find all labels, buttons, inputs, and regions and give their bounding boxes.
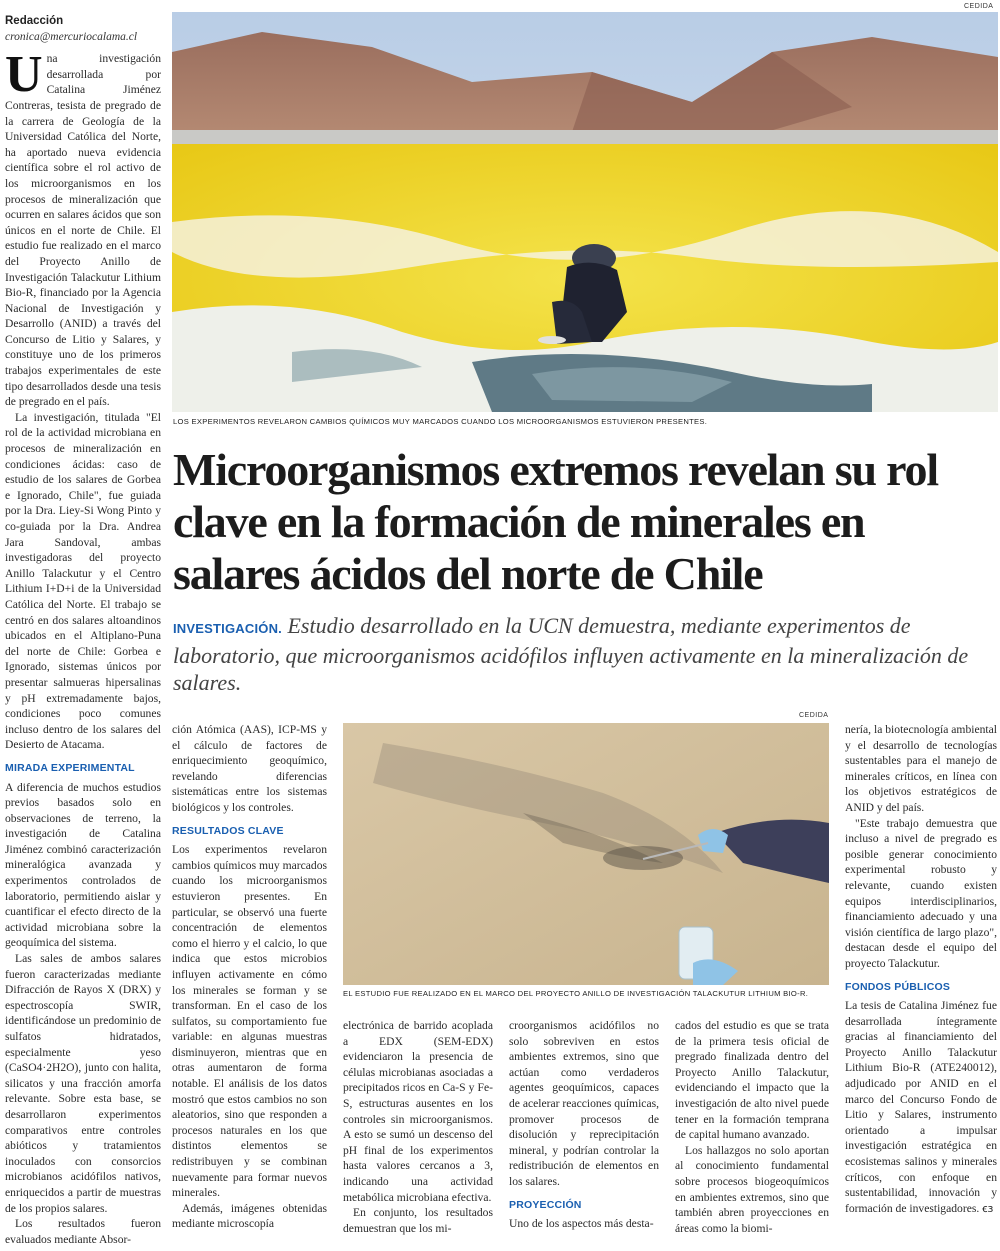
paragraph: croorganismos acidófilos no solo sobreviven en estos ambientes extremos, sino que actúan como verdaderos agentes geoquímicos, capaces de acelerar reacciones químicas, promover procesos de disolución y reprecipitación mineral, y podrían controlar la redistribución de elementos en los salares. [509, 1019, 659, 1188]
subheading-resultados: RESULTADOS CLAVE [172, 824, 284, 837]
paragraph: "Este trabajo demuestra que incluso a nivel de pregrado es posible generar conocimiento experimental robusto y relevante, cuando existen equipos interdisciplinarios, financiamiento adecuado y una visión científica de largo plazo", destacan desde el equipo del proyecto Talackutur. [845, 816, 997, 970]
deck-tag: INVESTIGACIÓN. [173, 621, 282, 636]
lead-paragraph: Una investigación desarrollada por Catalina Jiménez Contreras, tesista de pregrado de la carrera de Geología de la Universidad Católica del Norte, ha aportado nueva evidencia científica sobre el rol activo de los microorganismos en los procesos de mineralización que ocurren en salares ácidos que son únicos en el norte de Chile. El estudio fue realizado en el marco del Proyecto Anillo de Investigación Talackutur Lithium Bio-R, financiado por la Agencia Nacional de Investigación y Desarrollo (ANID) a través del Concurso de Litio y Salares, y constituye uno de los primeros trabajos experimentales de este tipo desarrollados desde una tesis de pregrado en el país. [5, 46, 161, 409]
end-mark-icon: ꞓз [982, 1201, 994, 1215]
article-deck [173, 612, 998, 696]
paragraph: electrónica de barrido acoplada a EDX (SEM-EDX) evidenciaron la presencia de células microbianas asociadas a precipitados ricos en Ca-S y Fe-S, estructuras ausentes en los controles sin microorganismos. A esto se sumó un descenso del pH final de los experimentos hasta valores cercanos a 3, indicando una actividad metabólica microbiana efectiva. [343, 1019, 493, 1204]
salar-image [172, 12, 998, 412]
article-headline: Microorganismos extremos revelan su rol clave en la formación de minerales en salares ácidos del norte de Chile [173, 444, 938, 599]
paragraph: Los hallazgos no solo aportan al conocimiento fundamental sobre procesos biogeoquímicos en ambientes extremos, sino que también abren proyecciones en áreas como la biomi- [675, 1143, 829, 1235]
photo-muestreo [343, 723, 829, 985]
photo1-caption: LOS EXPERIMENTOS REVELARON CAMBIOS QUÍMICOS MUY MARCADOS CUANDO LOS MICROORGANISMOS ESTUVIERON PRESENTES. [173, 417, 708, 426]
paragraph: Además, imágenes obtenidas mediante microscopía [172, 1201, 327, 1231]
column-5 [675, 1018, 829, 1246]
column-2 [172, 722, 327, 1246]
column-6 [845, 722, 997, 1246]
paragraph: Las sales de ambos salares fueron caracterizadas mediante Difracción de Rayos X (DRX) y espectroscopía SWIR, identificándose un predominio de sulfatos hidratados, especialmente yeso (CaSO4·2H2O), junto con halita, silicatos y una fracción amorfa relevante. Sobre esta base, se desarrollaron experimentos comparativos entre controles abióticos y tratamientos inoculados con consorcios microbianos acidófilos nativos, enriquecidos a partir de muestras de los propios salares. [5, 952, 161, 1215]
byline-name: Redacción [5, 15, 64, 27]
subheading-mirada: MIRADA EXPERIMENTAL [5, 761, 135, 774]
deck-text: Estudio desarrollado en la UCN demuestra, mediante experimentos de laboratorio, que microorganismos acidófilos influyen activamente en la mineralización de salares. [173, 613, 969, 695]
paragraph: Los experimentos revelaron cambios químicos muy marcados cuando los microorganismos estuvieron presentes. En particular, se observó una fuerte concentración de elementos como el hierro y el calcio, lo que indica que estos microbios influyen activamente en cómo los minerales se forman y se transforman. En el caso de los sulfatos, su comportamiento fue variable: en algunas muestras disminuyeron, mientras que en otras aumentaron de forma notable. El análisis de los datos mostró que estos cambios no son aleatorios, sino que responden a procesos naturales en los que distintos elementos se redistribuyen y se combinan nuevamente para formar nuevos minerales. [172, 843, 327, 1200]
photo2-credit: CEDIDA [799, 712, 829, 719]
column-3 [343, 1018, 493, 1246]
byline-email[interactable]: cronica@mercuriocalama.cl [5, 30, 138, 43]
photo1-credit: CEDIDA [964, 3, 994, 10]
drop-cap: U [5, 46, 43, 104]
subheading-proyeccion: PROYECCIÓN [509, 1198, 582, 1211]
column-4 [509, 1018, 659, 1246]
subheading-fondos: FONDOS PÚBLICOS [845, 980, 951, 993]
paragraph: cados del estudio es que se trata de la primera tesis oficial de pregrado finalizada dentro del Proyecto Anillo Talackutur, evidenciando el impacto que la investigación de alto nivel puede tener en la formación temprana de capital humano avanzado. [675, 1019, 829, 1142]
paragraph: ción Atómica (AAS), ICP-MS y el cálculo de factores de enriquecimiento geoquímico, revelando diferencias sistemáticas entre los sistemas biológicos y los controles. [172, 723, 327, 814]
photo-salar [172, 12, 998, 412]
paragraph: nería, la biotecnología ambiental y el desarrollo de tecnologías sustentables para el manejo de minerales críticos, en línea con los objetivos estratégicos de ANID y del país. [845, 723, 997, 814]
column-1 [5, 14, 161, 1244]
paragraph: La tesis de Catalina Jiménez fue desarrollada íntegramente gracias al financiamiento del Proyecto Anillo Talackutur Lithium Bio-R (ATE240012), adjudicado por ANID en el marco del Concurso Fondo de Litio y Salares, instrumento orientado a impulsar investigación estratégica en ecosistemas salinos y minerales críticos, con enfoque en sustentabilidad, innovación y formación de investigadores. ꞓз [845, 999, 997, 1215]
paragraph: La investigación, titulada "El rol de la actividad microbiana en procesos de mineralización en condiciones ácidas: caso de estudio de los salares de Gorbea e Ignorado, Chile", fue guiada por la Dra. Liey-Si Wong Pinto y co-guiada por la Dra. Andrea Jara Sandoval, ambas investigadoras del proyecto Anillo Talackutur y el Centro Lithium I+D+i de la Universidad Católica del Norte. El trabajo se centró en dos salares altoandinos ubicados en el Altiplano-Puna del norte de Chile: Gorbea e Ignorado, sistemas únicos por presentar salmueras hipersalinas y pH extremadamente bajos, condiciones poco comunes incluso dentro de los salares del Desierto de Atacama. [5, 410, 161, 752]
sampling-image [343, 723, 829, 985]
paragraph: Uno de los aspectos más desta- [509, 1217, 654, 1231]
photo2-caption: EL ESTUDIO FUE REALIZADO EN EL MARCO DEL PROYECTO ANILLO DE INVESTIGACIÓN TALACKUTUR LITHIUM BIO-R. [343, 989, 809, 998]
paragraph: Los resultados fueron evaluados mediante Absor- [5, 1217, 161, 1244]
paragraph: En conjunto, los resultados demuestran que los mi- [343, 1206, 493, 1235]
paragraph: A diferencia de muchos estudios previos basados solo en observaciones de terreno, la investigación de Catalina Jiménez combinó caracterización mineralógica avanzada y experimentos controlados de laboratorio, permitiendo aislar y cuantificar el efecto directo de la actividad microbiana sobre la geoquímica del sistema. [5, 780, 161, 950]
